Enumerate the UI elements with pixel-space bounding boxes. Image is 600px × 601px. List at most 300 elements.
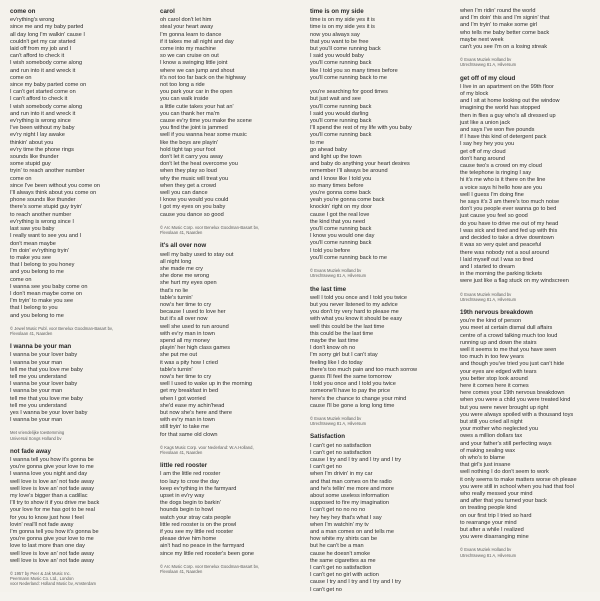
lyric-line: it's not too far back on the highway — [160, 74, 246, 81]
lyric-line: too much in too few years — [460, 354, 524, 361]
lyric-line: if I have this kind of detergent pack — [460, 134, 547, 141]
lyric-line: watch your stray cats people — [160, 514, 231, 521]
song-title: come on — [10, 8, 36, 15]
lyric-line: and after that you turned your back — [460, 498, 547, 505]
lyric-line: thinkin' about you — [10, 139, 54, 146]
lyric-line: but he can't be a man — [310, 543, 364, 550]
lyric-line: I've been without my baby — [10, 125, 75, 132]
copyright-credit — [310, 268, 450, 278]
lyric-line: table's turnin' — [160, 294, 193, 301]
song-title: it's all over now — [160, 242, 207, 250]
lyric-line: I wanna be your man — [10, 417, 63, 424]
lyric-line: I got my eyes on you baby — [160, 204, 226, 211]
credit-line: © Evans Muziek Holland bv — [310, 415, 362, 421]
lyric-line: but just wait and see — [310, 96, 361, 103]
lyric-line: like I told you so many times before — [310, 67, 398, 74]
lyric-line: I'm tryin' to make you see — [10, 298, 74, 305]
lyric-line: she hurt my eyes open — [160, 280, 217, 287]
lyric-line: with ev'ry man in town — [160, 417, 215, 424]
lyric-line: I can't afford to check it — [10, 96, 68, 103]
credit-line: Utrechtseweg 81 A, Hilversum — [310, 273, 367, 279]
lyric-line: for that same old clown — [160, 431, 218, 438]
lyric-line: tell me you understand — [10, 373, 67, 380]
song-title: get off of my cloud — [460, 74, 516, 82]
lyric-line: and baby do anything your heart desires — [310, 161, 410, 168]
lyric-line: all day long I'm walkin' cause I — [10, 31, 85, 38]
lyric-line: don't let the heat overcome you — [160, 161, 238, 168]
lyric-line: tell me that you love me baby — [10, 366, 83, 373]
credit-line: Flevolaan 41, Naarden — [160, 449, 203, 455]
lyric-line: I laid myself out I was so tired — [460, 256, 534, 263]
lyric-line: guess I'll feel the same tomorrow — [310, 373, 392, 380]
lyric-line: you were still in school when you had that fool — [460, 483, 574, 490]
lyric-line: when they get a crowd — [160, 182, 216, 189]
lyric-line: I'm gonna tell you how it's gonna be — [10, 529, 99, 536]
lyric-line: feeling like I do today — [310, 359, 363, 366]
lyric-line: you'll come running back — [310, 226, 372, 233]
lyric-line: you were always spoiled with a thousand toys — [460, 411, 574, 418]
lyric-line: were just like a flag stuck on my windscreen — [460, 278, 569, 285]
lyric-line: you'll come running back to me — [310, 254, 387, 261]
lyric-line: you'll come running back — [310, 240, 372, 247]
lyric-line: playin' her high class games — [160, 345, 231, 352]
lyric-line: well love is love an' not fade away — [10, 557, 95, 564]
lyric-line: I can't get no satisfaction — [310, 565, 372, 572]
song-title: little red rooster — [160, 462, 208, 470]
lyric-line: well I told you once and I told you twice — [310, 294, 408, 301]
lyric-line: your eyes are edged with tears — [460, 368, 537, 375]
lyric-line: I said you would darling — [310, 110, 369, 117]
lyric-line: tryin' to reach another number — [10, 168, 85, 175]
lyric-line: too lazy to crow the day — [160, 478, 219, 485]
lyric-line: I don't know oh no — [310, 345, 356, 352]
lyric-line: I can't get no girl with action — [310, 572, 379, 579]
lyric-line: get off of my cloud — [460, 148, 506, 155]
lyric-line: hey hey hey that's what I say — [310, 514, 382, 521]
credit-line: Flevolaan 41, Naarden — [160, 230, 203, 236]
lyric-line: I can't get no satisfaction — [310, 442, 372, 449]
lyric-line: well love is love an' not fade away — [10, 550, 95, 557]
lyric-line: I wanna be your man — [10, 359, 63, 366]
copyright-credit — [460, 547, 600, 557]
copyright-credit — [460, 292, 600, 302]
lyric-line: I know you would you could — [160, 197, 229, 204]
lyric-line: there's some stupid guy tryin' — [10, 204, 83, 211]
lyric-line: I'm sorry girl but I can't stay — [310, 352, 378, 359]
lyric-line: come into my machine — [160, 46, 216, 53]
lyric-line: the same cigarettes as me — [310, 557, 376, 564]
lyric-line: but you never listened to my advice — [310, 301, 398, 308]
lyric-line: sounds like thunder — [10, 154, 59, 161]
column-3 — [310, 8, 450, 601]
lyric-line: where we can jump and shout — [160, 67, 235, 74]
lyric-line: you'll come running back — [310, 132, 372, 139]
lyric-line: I really want to see you and I — [10, 233, 82, 240]
lyric-line: laid off from my job and I — [10, 46, 72, 53]
lyric-line: so we can cruise on out — [160, 53, 219, 60]
song-title: not fade away — [10, 447, 51, 455]
lyric-line: little red rooster is on the prowl — [160, 521, 237, 528]
lyric-line: when they play so loud — [160, 168, 217, 175]
lyric-line: get my breakfast in bed — [160, 388, 219, 395]
lyric-line: cause I try and I try and I try and I try — [310, 456, 402, 463]
lyric-line: of my block — [460, 91, 489, 98]
lyric-line: remember I'll always be around — [310, 168, 388, 175]
song-block — [310, 8, 450, 279]
lyric-line: owes a million dollars tax — [460, 433, 523, 440]
lyric-line: I'll spend the rest of my life with you baby — [310, 125, 412, 132]
lyric-line: he says it's 3 am there's too much noise — [460, 199, 560, 206]
lyric-line: with what you know it should be easy — [310, 316, 403, 323]
lyric-line: don't you people ever wanna go to bed — [460, 206, 557, 213]
lyric-line: when I'm drivin' in my car — [310, 471, 373, 478]
lyric-line: she done me wrong — [160, 273, 210, 280]
lyric-line: but now she's here and there — [160, 409, 232, 416]
lyric-line: and I sit at home looking out the window — [460, 98, 560, 105]
lyric-line: that you want to be free — [310, 38, 369, 45]
lyric-line: but you were never brought up right — [460, 404, 549, 411]
credit-line: voor Nederland: Holland Music bv, Amsterdam — [10, 581, 97, 587]
credit-line: Flevolaan 41, Naarden — [10, 330, 53, 336]
lyric-line: you were disarranging mine — [460, 534, 529, 541]
lyric-line: how white my shirts can be — [310, 536, 378, 543]
lyric-line: I wanna see you baby come on — [10, 283, 88, 290]
lyric-line: and I know like I told you — [310, 175, 372, 182]
lyric-line: with ev'ry man in town — [160, 330, 215, 337]
lyric-line: I'm gonna learn to dance — [160, 31, 222, 38]
lyric-line: oh who's to blame — [460, 454, 505, 461]
lyric-line: and I'm doin' this and I'm signin' that — [460, 15, 550, 22]
copyright-credit — [10, 571, 150, 587]
lyric-line: knockin' right on my door — [310, 204, 373, 211]
song-block — [460, 8, 600, 68]
lyric-line: yeah you're gonna come back — [310, 197, 385, 204]
lyric-line: phone sounds like thunder — [10, 197, 76, 204]
lyric-line: the dogs begin to barkin' — [160, 500, 221, 507]
lyric-line: come on — [10, 175, 32, 182]
lyric-line: hold tight tap your foot — [160, 146, 216, 153]
lyric-line: and though you've tried you just can't hide — [460, 361, 565, 368]
lyric-line: I'll try to show it if you drive me back — [10, 500, 100, 507]
lyric-line: time is on my side yes it is — [310, 17, 375, 24]
copyright-credit — [160, 564, 300, 574]
lyric-line: and decided to take a drive downtown — [460, 235, 554, 242]
lyric-line: there was nobody not a soul around — [460, 249, 549, 256]
lyric-line: you can thank her ma'm — [160, 110, 220, 117]
lyric-line: when you were a child you were treated kind — [460, 397, 571, 404]
lyric-line: that's no lie — [160, 287, 189, 294]
song-title: time is on my side — [310, 8, 364, 15]
lyric-line: I am the little red rooster — [160, 471, 221, 478]
lyric-line: now's her time to cry — [160, 373, 212, 380]
song-block — [460, 309, 600, 558]
lyric-line: why the music will treat you — [160, 175, 229, 182]
lyric-line: that I belong to you honey — [10, 262, 75, 269]
song-block — [160, 8, 300, 235]
lyric-line: I can't get no — [310, 586, 342, 593]
lyric-line: and you belong to me — [10, 312, 64, 319]
lyric-line: table's turnin' — [160, 366, 193, 373]
lyric-line: I'm doin' ev'rything tryin' — [10, 247, 69, 254]
lyric-line: and light up the town — [310, 154, 362, 161]
lyric-line: if it takes me all night and day — [160, 38, 234, 45]
credit-line: Flevolaan 41, Naarden — [160, 569, 203, 575]
lyric-line: since I've been without you come on — [10, 182, 100, 189]
lyric-line: ain't had no peace in the farmyard — [160, 543, 245, 550]
lyric-line: keep ev'rything in the farmyard — [160, 485, 237, 492]
lyric-line: come on — [10, 276, 32, 283]
lyric-line: well I used to wake up in the morning — [160, 381, 253, 388]
credit-line: Universal Songs Holland bv — [10, 435, 62, 441]
lyric-line: I wanna be your lover baby — [10, 352, 78, 359]
lyric-line: when I'm watchin' my tv — [310, 521, 369, 528]
lyric-line: well you can dance — [160, 190, 208, 197]
lyric-line: when I got worried — [160, 395, 206, 402]
lyric-line: since me and my baby parted — [10, 24, 84, 31]
credit-line: Utrechtseweg 81 A, Hilversum — [460, 296, 517, 302]
song-title: 19th nervous breakdown — [460, 308, 533, 316]
lyric-line: spend all my money — [160, 337, 210, 344]
lyric-line: to make you see — [10, 254, 52, 261]
lyric-line: that I belong to you — [10, 305, 58, 312]
lyric-line: a voice says hi hello how are you — [460, 184, 543, 191]
lyric-line: she'd ease my achin'head — [160, 402, 225, 409]
lyric-line: since my baby parted come on — [10, 82, 87, 89]
lyric-line: if you see my little red rooster — [160, 529, 234, 536]
lyric-line: now's her time to cry — [160, 301, 212, 308]
lyric-line: cause I got the real love — [310, 211, 370, 218]
lyric-line: who tells me baby better come back — [460, 29, 550, 36]
lyric-line: and run into it and wreck it — [10, 67, 76, 74]
lyric-line: well love is love an' not fade away — [10, 485, 95, 492]
lyric-line: tell me you understand — [10, 402, 67, 409]
lyric-line: my love's bigger than a cadillac — [10, 493, 88, 499]
song-title: Satisfaction — [310, 433, 346, 441]
lyric-line: who really messed your mind — [460, 491, 533, 497]
lyric-line: well this could be the last time — [310, 323, 385, 330]
lyric-line: since my little red rooster's been gone — [160, 550, 255, 557]
song-block — [160, 242, 300, 455]
lyric-line: cause he doesn't smoke — [310, 550, 371, 557]
song-block — [460, 75, 600, 302]
song-block — [310, 286, 450, 427]
stanza-break — [310, 82, 450, 89]
lyric-line: tell me that you love me baby — [10, 395, 83, 402]
lyric-line: yes I wanna be your lover baby — [10, 409, 88, 416]
song-block — [160, 462, 300, 574]
lyric-line: well if you wanna hear some music — [160, 132, 247, 139]
lyric-line: to rearrange your mind — [460, 519, 517, 526]
lyric-line: just like a union jack — [460, 119, 511, 126]
copyright-credit — [160, 445, 300, 455]
lyric-line: I can't get started come on — [10, 89, 76, 96]
song-title: carol — [160, 8, 175, 15]
lyric-line: still tryin' to take me — [160, 424, 209, 431]
lyric-line: just cause you feel so good — [460, 213, 528, 220]
lyric-line: in the morning the parking tickets — [460, 271, 543, 278]
lyric-line: I can't get no — [310, 464, 342, 471]
lyric-line: on our first trip I tried so hard — [460, 512, 532, 519]
lyric-line: ev'ry night I lay awake — [10, 132, 65, 139]
lyric-line: you'll come running back — [310, 103, 372, 110]
lyric-line: of making sealing wax — [460, 447, 516, 454]
lyric-line: like the boys are playin' — [160, 139, 218, 146]
lyric-line: your love for me has got to be real — [10, 507, 95, 514]
lyric-line: you're gonna give your love to me — [10, 464, 94, 471]
lyric-line: go ahead baby — [310, 146, 348, 153]
lyric-line: on treating people kind — [460, 505, 517, 512]
lyric-line: cause you dance so good — [160, 211, 224, 218]
lyric-line: ev'rything is wrong since — [10, 118, 71, 125]
lyric-line: now you always say — [310, 31, 360, 38]
lyric-line: I wanna love you night and day — [10, 471, 88, 478]
lyric-line: some stupid guy — [10, 161, 51, 168]
lyric-line: cause I'll be gone a long long time — [310, 402, 395, 409]
credit-line: Met vriendelijke toestemming — [10, 430, 65, 436]
lyric-line: and he's tellin' me more and more — [310, 485, 394, 492]
lyric-line: to reach another number — [10, 211, 72, 218]
lyric-line: I know you would one day — [310, 233, 375, 240]
lyric-line: I wanna be your man — [10, 388, 63, 395]
copyright-credit — [10, 430, 150, 440]
lyric-line: I wanna be your lover baby — [10, 381, 78, 388]
lyric-line: oh carol don't let him — [160, 17, 212, 24]
lyric-line: but it's all over now — [160, 316, 208, 323]
credit-line: © Evans Muziek Holland bv — [460, 57, 512, 63]
lyric-line: well my baby used to stay out — [160, 251, 234, 258]
lyric-line: well nothing I do don't seem to work — [460, 469, 549, 476]
lyric-line: I live in an apartment on the 99th floor — [460, 83, 554, 90]
lyric-line: cause I try and I try and I try and I try — [310, 579, 402, 586]
lyric-line: when I'm ridin' round the world — [460, 8, 536, 14]
lyric-line: couldn't get my car started — [10, 38, 76, 45]
lyric-line: I say hey hey you you — [460, 141, 515, 148]
copyright-credit — [310, 416, 450, 426]
lyric-line: you park your car in the open — [160, 89, 233, 96]
lyric-line: your mother who neglected you — [460, 426, 539, 433]
lyric-line: I'll always think about you come on — [10, 190, 97, 197]
lyric-line: hi it's me who is it there on the line — [460, 177, 546, 184]
lyric-line: because I used to love her — [160, 309, 226, 316]
lyric-line: steal your heart away — [160, 24, 214, 31]
lyric-line: the kind that you need — [310, 218, 366, 225]
lyric-line: I can't get no no no no — [310, 507, 366, 514]
lyric-line: you're gonna come back — [310, 190, 371, 197]
lyric-line: supposed to fire my imagination — [310, 500, 389, 507]
lyric-line: can't afford to check it — [10, 53, 65, 60]
lyric-line: you're the kind of person — [460, 318, 522, 325]
lyric-line: someone'll have to pay the price — [310, 388, 391, 395]
lyric-line: she made me cry — [160, 265, 203, 272]
lyric-line: but still you cried all night — [460, 418, 523, 425]
lyric-line: don't mean maybe — [10, 240, 56, 247]
column-2 — [160, 8, 300, 581]
lyric-line: here's the chance to change your mind — [310, 395, 407, 402]
lyric-line: please drive him home — [160, 536, 217, 543]
lyric-line: there's too much pain and too much sorrow — [310, 366, 418, 373]
lyric-line: she put me out — [160, 352, 198, 359]
lyric-line: I wanna tell you how it's gonna be — [10, 456, 94, 463]
lyric-line: you find the joint is jammed — [160, 125, 228, 132]
lyric-line: you better stop look around — [460, 375, 528, 382]
lyric-line: I don't mean maybe come on — [10, 290, 82, 297]
lyric-line: and that man comes on the radio — [310, 478, 392, 485]
copyright-credit — [160, 225, 300, 235]
lyric-line: you can walk inside — [160, 96, 209, 103]
lyric-line: hounds begin to howl — [160, 507, 213, 514]
lyric-line: imagining the world has stopped — [460, 105, 541, 112]
credit-line: Utrechtseweg 81 A, Hilversum — [460, 552, 517, 558]
credit-line: © Evans Muziek Holland bv — [460, 547, 512, 553]
lyric-line: here it comes here it comes — [460, 382, 529, 389]
copyright-credit — [10, 326, 150, 336]
lyric-line: it was a pity how I cried — [160, 359, 218, 366]
lyric-line: you don't try very hard to please me — [310, 309, 399, 316]
song-block — [10, 8, 150, 336]
lyric-line: centre of a crowd talking much too loud — [460, 332, 558, 339]
lyric-line: maybe the last time — [310, 337, 359, 344]
lyric-line: a little cutie takes your hat an' — [160, 103, 234, 110]
song-block — [10, 343, 150, 441]
lyric-line: time is on my side yes it is — [310, 24, 375, 31]
lyric-line: cause two's a crowd on my cloud — [460, 163, 542, 170]
lyric-line: last saw you baby — [10, 226, 55, 233]
credit-line: © Arc Music Corp. voor Benelux Goodman-Basart bv, — [160, 224, 259, 230]
lyric-line: I was sick and tired and fed up with this — [460, 227, 558, 234]
column-1 — [10, 8, 150, 594]
credit-line: © Evans Muziek Holland bv — [310, 268, 362, 274]
lyric-line: cause ev'ry time you make the scene — [160, 118, 252, 125]
copyright-credit — [460, 57, 600, 67]
lyric-line: well she used to run around — [160, 323, 229, 330]
lyric-line: ev'rything is wrong since I — [10, 218, 74, 225]
lyric-line: you'll come running back — [310, 118, 372, 125]
lyric-line: this could be the last time — [310, 330, 374, 337]
lyric-line: you'll come running back to me — [310, 74, 387, 81]
lyric-line: love to last more than one day — [10, 543, 85, 550]
lyric-line: you meet at certain dismal dull affairs — [460, 325, 553, 332]
lyric-line: here comes your 19th nervous breakdown — [460, 390, 565, 397]
lyric-line: and I started to dream — [460, 263, 515, 270]
lyric-line: but after a while I realized — [460, 527, 524, 534]
song-block — [10, 448, 150, 587]
song-block — [310, 433, 450, 593]
credit-line: © Kags Music Corp. voor Nederland: W.A.Holland, — [160, 444, 254, 450]
lyric-line: and your father's still perfecting ways — [460, 440, 552, 447]
lyric-line: it was so very quiet and peaceful — [460, 242, 542, 249]
lyric-line: then in flies a guy who's all dressed up — [460, 112, 556, 119]
lyric-line: I know a swinging little joint — [160, 60, 228, 67]
lyric-line: well it seems to me that you have seen — [460, 346, 557, 353]
credit-line: © Evans Muziek Holland bv — [460, 291, 512, 297]
lyric-line: well love is love an' not fade away — [10, 478, 95, 485]
lyric-line: and I'm tryin' to make some girl — [460, 22, 538, 29]
lyric-line: to me — [310, 139, 324, 146]
lyric-line: do you have to drive me out of my head — [460, 220, 559, 227]
lyric-line: about some useless information — [310, 492, 389, 499]
lyric-line: I told you once and I told you twice — [310, 381, 396, 388]
lyric-line: don't let it carry you away — [160, 154, 223, 161]
lyric-line: I said you would baby — [310, 53, 364, 60]
lyric-line: ev'rything's wrong — [10, 17, 55, 24]
lyric-line: don't hang around — [460, 155, 505, 162]
lyric-line: that girl's just insane — [460, 462, 511, 469]
lyric-line: I wish somebody come along — [10, 103, 83, 110]
lyric-line: the telephone is ringing I say — [460, 170, 532, 177]
lyric-line: can't you see I'm on a losing streak — [460, 44, 548, 51]
lyric-line: so many times before — [310, 182, 364, 189]
lyric-line: and run into it and wreck it — [10, 110, 76, 117]
